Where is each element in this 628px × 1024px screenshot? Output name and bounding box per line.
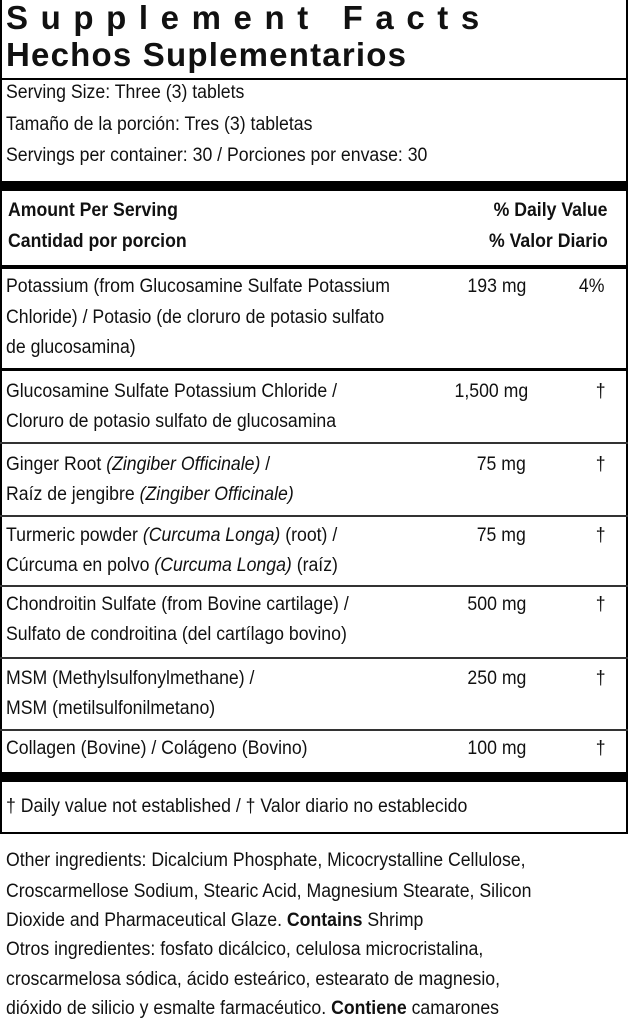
nutrient-daily-value: † (596, 381, 606, 402)
nutrient-daily-value: † (596, 668, 606, 689)
nutrient-daily-value: † (596, 525, 606, 546)
nutrient-daily-value: † (596, 594, 606, 615)
servings-per-container: Servings per container: 30 / Porciones por envase: 30 (6, 145, 428, 166)
nutrient-name: Chloride) / Potasio (de cloruro de potasio sulfato (6, 307, 385, 328)
nutrient-amount: 500 mg (467, 594, 526, 615)
row-divider (0, 442, 628, 444)
other-ingredients-es: Otros ingredientes: fosfato dicálcico, celulosa microcristalina, (6, 939, 484, 960)
nutrient-name: Ginger Root (Zingiber Officinale) / (6, 454, 271, 475)
nutrient-daily-value: † (596, 454, 606, 475)
other-ingredients-en: Dioxide and Pharmaceutical Glaze. Contains Shrimp (6, 910, 424, 931)
nutrient-name: Potassium (from Glucosamine Sulfate Potassium (6, 276, 390, 297)
nutrient-name: MSM (Methylsulfonylmethane) / (6, 668, 255, 689)
nutrient-name: Turmeric powder (Curcuma Longa) (root) / (6, 525, 338, 546)
nutrient-name: Glucosamine Sulfate Potassium Chloride / (6, 381, 337, 402)
nutrient-name: Raíz de jengibre (Zingiber Officinale) (6, 484, 294, 505)
other-ingredients-en: Other ingredients: Dicalcium Phosphate, Micocrystalline Cellulose, (6, 850, 526, 871)
thick-divider (0, 772, 628, 782)
nutrient-amount: 75 mg (476, 454, 526, 475)
title-spanish: Hechos Suplementarios (6, 36, 408, 73)
title-english: Supplement Facts (6, 0, 492, 36)
nutrient-name: Collagen (Bovine) / Colágeno (Bovino) (6, 738, 308, 759)
nutrient-daily-value: 4% (578, 276, 604, 297)
thick-divider (0, 181, 628, 191)
daily-value-label-es: % Valor Diario (489, 231, 608, 252)
other-ingredients-es: dióxido de silicio y esmalte farmacéutico. Contiene camarones (6, 998, 500, 1019)
header-divider (0, 265, 628, 269)
nutrient-name: MSM (metilsulfonilmetano) (6, 698, 216, 719)
amount-per-serving-label-es: Cantidad por porcion (8, 231, 187, 252)
serving-size: Serving Size: Three (3) tablets (6, 82, 245, 103)
footnote: † Daily value not established / † Valor diario no establecido (6, 796, 468, 817)
nutrient-amount: 1,500 mg (454, 381, 528, 402)
row-divider (0, 729, 628, 731)
row-divider (0, 585, 628, 587)
nutrient-name: de glucosamina) (6, 337, 136, 358)
nutrient-amount: 250 mg (467, 668, 526, 689)
nutrient-name: Chondroitin Sulfate (from Bovine cartilage) / (6, 594, 349, 615)
nutrient-amount: 75 mg (476, 525, 526, 546)
amount-per-serving-label: Amount Per Serving (8, 200, 178, 221)
other-ingredients-en: Croscarmellose Sodium, Stearic Acid, Magnesium Stearate, Silicon (6, 881, 532, 902)
nutrient-daily-value: † (596, 738, 606, 759)
daily-value-label: % Daily Value (494, 200, 608, 221)
row-divider (0, 657, 628, 659)
row-divider (0, 368, 628, 371)
serving-size-es: Tamaño de la porción: Tres (3) tabletas (6, 114, 313, 135)
nutrient-name: Cloruro de potasio sulfato de glucosamina (6, 411, 337, 432)
nutrient-name: Sulfato de condroitina (del cartílago bovino) (6, 624, 347, 645)
nutrient-amount: 193 mg (467, 276, 526, 297)
other-ingredients-es: croscarmelosa sódica, ácido esteárico, estearato de magnesio, (6, 969, 501, 990)
nutrient-amount: 100 mg (467, 738, 526, 759)
nutrient-name: Cúrcuma en polvo (Curcuma Longa) (raíz) (6, 555, 338, 576)
row-divider (0, 515, 628, 517)
